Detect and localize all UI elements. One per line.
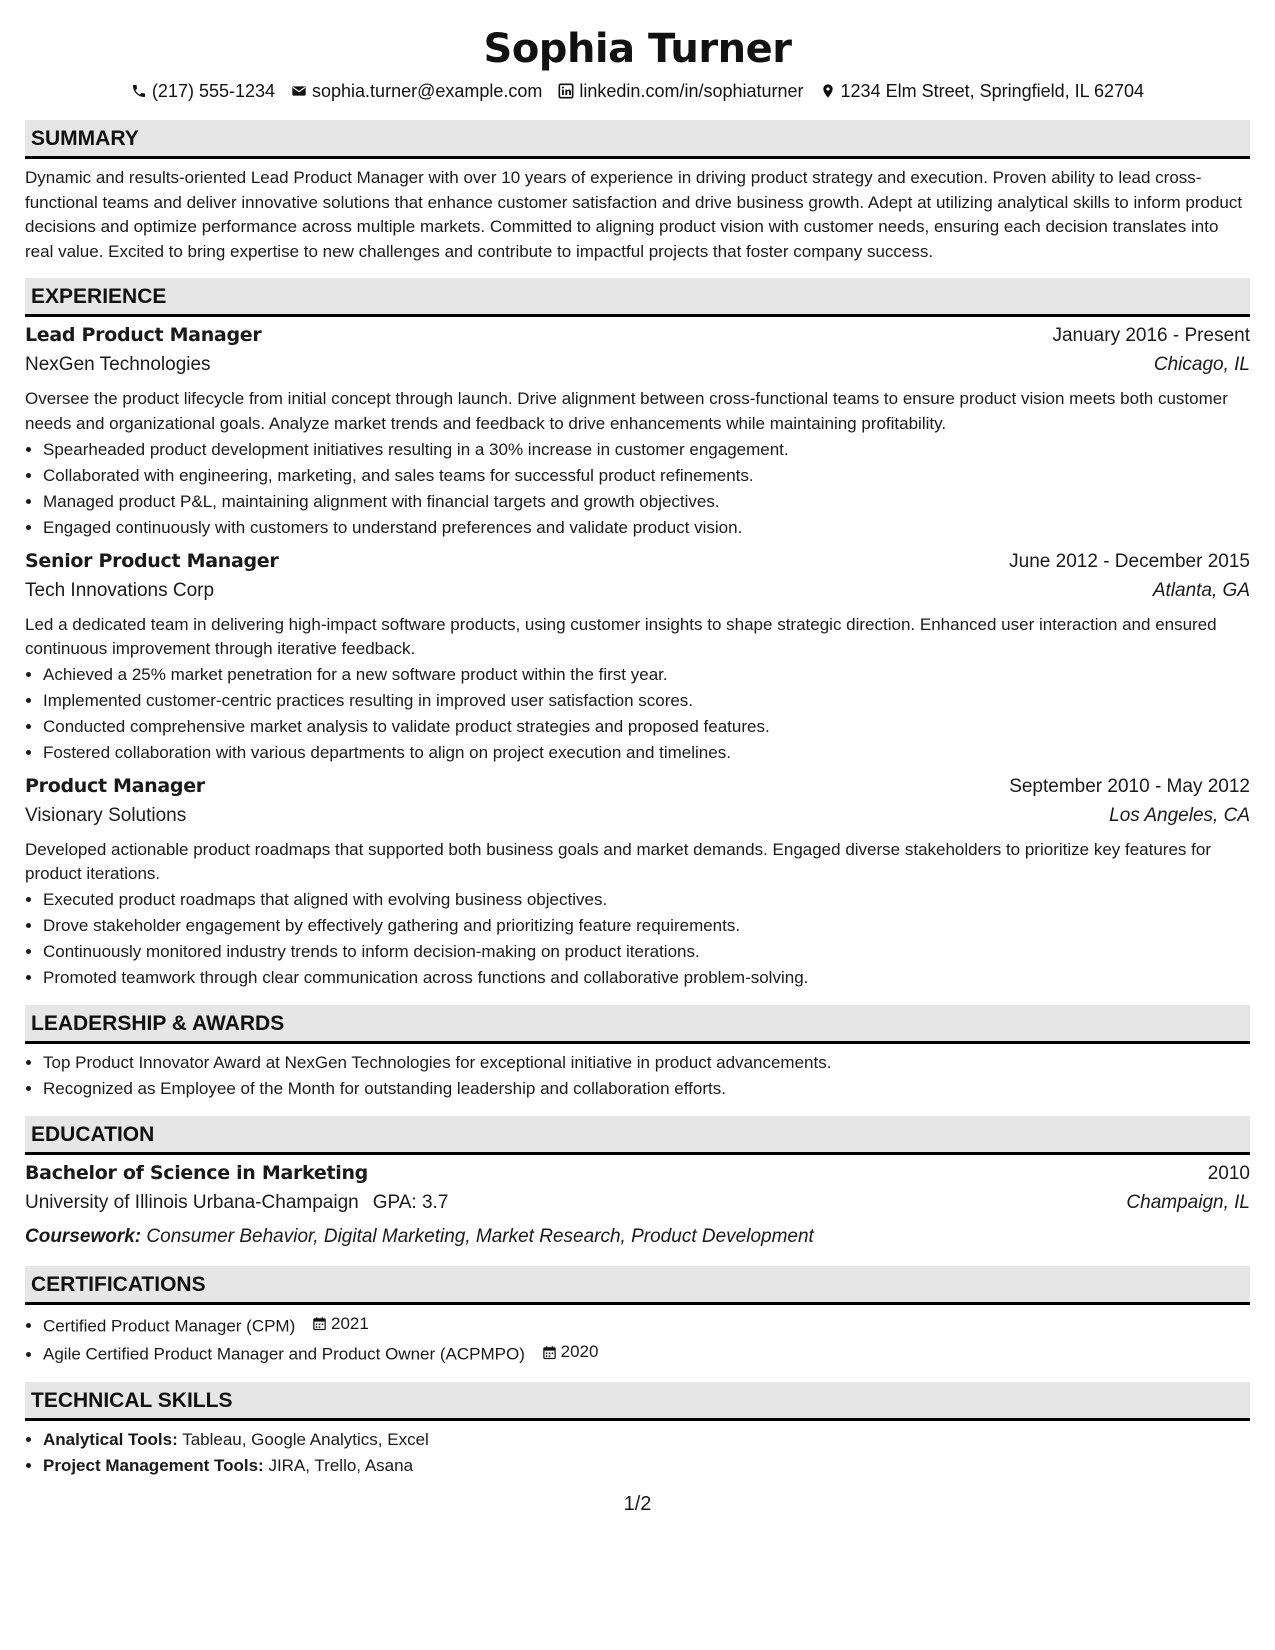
skill-values: JIRA, Trello, Asana: [268, 1455, 414, 1475]
list-item: • Conducted comprehensive market analysis to validate product strategies and proposed features.: [43, 714, 1250, 740]
address-text: 1234 Elm Street, Springfield, IL 62704: [840, 81, 1145, 101]
list-item: • Fostered collaboration with various departments to align on project execution and timelines.: [43, 740, 1250, 766]
certification-year: 2021: [331, 1313, 369, 1333]
list-item: [43, 1311, 1250, 1340]
job-location: Atlanta, GA: [1152, 579, 1250, 601]
job-company-row: [25, 580, 1250, 611]
job-bullets: [25, 887, 1250, 991]
list-item: [43, 1339, 1250, 1368]
certification-date: [542, 1339, 599, 1365]
job-company: NexGen Technologies: [25, 354, 211, 376]
education-school-row: [25, 1192, 1250, 1222]
section-heading-certifications: CERTIFICATIONS: [25, 1266, 1250, 1305]
section-heading-summary: SUMMARY: [25, 120, 1250, 159]
job-location: Los Angeles, CA: [1109, 804, 1250, 826]
list-item: • Promoted teamwork through clear communication across functions and collaborative problem-solving.: [43, 965, 1250, 991]
linkedin-text[interactable]: linkedin.com/in/sophiaturner: [579, 81, 804, 101]
job-entry: [25, 550, 1250, 766]
job-bullets: [25, 437, 1250, 541]
job-header-row: [25, 550, 1250, 580]
list-item: • Continuously monitored industry trends to inform decision-making on product iterations.: [43, 939, 1250, 965]
list-item: • Recognized as Employee of the Month for outstanding leadership and collaboration efforts.: [43, 1076, 1250, 1102]
list-item: • Collaborated with engineering, marketing, and sales teams for successful product refinements.: [43, 463, 1250, 489]
school-line: [25, 1192, 448, 1214]
list-item: • Executed product roadmaps that aligned with evolving business objectives.: [43, 887, 1250, 913]
section-heading-skills: TECHNICAL SKILLS: [25, 1382, 1250, 1421]
page-number: 1/2: [623, 1493, 652, 1515]
education-header-row: [25, 1162, 1250, 1192]
job-location: Chicago, IL: [1153, 354, 1250, 376]
skills-list: [25, 1427, 1250, 1479]
job-entry: [25, 775, 1250, 991]
job-company-row: [25, 354, 1250, 385]
candidate-name: Sophia Turner: [483, 26, 792, 72]
education-entry: [25, 1162, 1250, 1252]
phone-icon: [131, 83, 147, 99]
list-item: • Spearheaded product development initiatives resulting in a 30% increase in customer engagement.: [43, 437, 1250, 463]
job-bullets: [25, 662, 1250, 766]
skill-category: Analytical Tools:: [43, 1429, 178, 1449]
contact-email[interactable]: [291, 78, 542, 104]
map-pin-icon: [820, 83, 836, 99]
certifications-list: [25, 1311, 1250, 1368]
email-text[interactable]: sophia.turner@example.com: [312, 81, 543, 101]
list-item: [43, 1427, 1250, 1453]
job-header-row: [25, 324, 1250, 354]
certification-name: Certified Product Manager (CPM): [43, 1316, 296, 1336]
list-item: • Managed product P&L, maintaining alignment with financial targets and growth objectives.: [43, 489, 1250, 515]
gpa: GPA: 3.7: [372, 1191, 449, 1213]
job-company: Visionary Solutions: [25, 804, 187, 826]
skill-category: Project Management Tools:: [43, 1455, 264, 1475]
job-title: Lead Product Manager: [25, 324, 262, 347]
section-heading-leadership: LEADERSHIP & AWARDS: [25, 1005, 1250, 1044]
list-item: • Engaged continuously with customers to understand preferences and validate product vision.: [43, 515, 1250, 541]
job-description: Developed actionable product roadmaps that supported both business goals and market demands. Engaged diverse stakeholders to prioritize key features for product iterations.: [25, 839, 1211, 884]
coursework-list: Consumer Behavior, Digital Marketing, Market Research, Product Development: [146, 1225, 814, 1247]
job-dates: January 2016 - Present: [1052, 325, 1250, 347]
job-entry: [25, 324, 1250, 540]
calendar-icon: [542, 1345, 557, 1360]
linkedin-icon: [558, 83, 574, 99]
list-item: • Top Product Innovator Award at NexGen Technologies for exceptional initiative in product advancements.: [43, 1050, 1250, 1076]
job-title: Senior Product Manager: [25, 549, 279, 572]
list-item: • Drove stakeholder engagement by effectively gathering and prioritizing feature requirements.: [43, 913, 1250, 939]
job-title: Product Manager: [25, 774, 205, 797]
summary-text: Dynamic and results-oriented Lead Product Manager with over 10 years of experience in driving product strategy and execution. Proven ability to lead cross-functional teams and deliver innovative solutions that enhance customer satisfaction and drive business growth. Adept at utilizing analytical skills to inform product decisions and optimize performance across multiple markets. Committed to aligning product vision with customer needs, ensuring each decision translates into real value. Excited to bring expertise to new challenges and contribute to impactful projects that foster company success.: [25, 168, 1243, 261]
job-header-row: [25, 775, 1250, 805]
graduation-year: 2010: [1207, 1162, 1250, 1184]
section-heading-education: EDUCATION: [25, 1116, 1250, 1155]
job-dates: June 2012 - December 2015: [1009, 550, 1250, 572]
list-item: • Implemented customer-centric practices resulting in improved user satisfaction scores.: [43, 688, 1250, 714]
job-description: Led a dedicated team in delivering high-impact software products, using customer insights to shape strategic direction. Enhanced user interaction and ensured continuous improvement through iterative feedback.: [25, 614, 1217, 659]
job-description: Oversee the product lifecycle from initial concept through launch. Drive alignment between cross-functional teams to ensure product vision meets both customer needs and organizational goals. Analyze market trends and feedback to drive enhancements while maintaining profitability.: [25, 389, 1228, 433]
calendar-icon: [312, 1316, 327, 1331]
envelope-icon: [291, 83, 307, 99]
leadership-list: [25, 1050, 1250, 1102]
contact-bar: [25, 78, 1250, 104]
certification-date: [312, 1311, 369, 1337]
contact-linkedin[interactable]: [558, 78, 803, 104]
resume-page: [25, 0, 1250, 1479]
certification-year: 2020: [560, 1342, 599, 1362]
section-heading-experience: EXPERIENCE: [25, 278, 1250, 317]
list-item: • Achieved a 25% market penetration for a new software product within the first year.: [43, 662, 1250, 688]
phone-text: (217) 555-1234: [151, 81, 276, 101]
school-name: University of Illinois Urbana-Champaign: [25, 1191, 359, 1213]
coursework-line: [25, 1222, 1250, 1252]
job-company-row: [25, 805, 1250, 836]
job-dates: September 2010 - May 2012: [1009, 775, 1250, 797]
list-item: [43, 1453, 1250, 1479]
certification-name: Agile Certified Product Manager and Product Owner (ACPMPO): [43, 1344, 525, 1364]
skill-values: Tableau, Google Analytics, Excel: [182, 1429, 429, 1449]
degree: Bachelor of Science in Marketing: [25, 1161, 368, 1184]
job-company: Tech Innovations Corp: [25, 579, 215, 601]
coursework-label: Coursework:: [25, 1225, 142, 1247]
contact-address: [820, 78, 1145, 104]
contact-phone: [131, 78, 275, 104]
school-location: Champaign, IL: [1126, 1191, 1250, 1213]
